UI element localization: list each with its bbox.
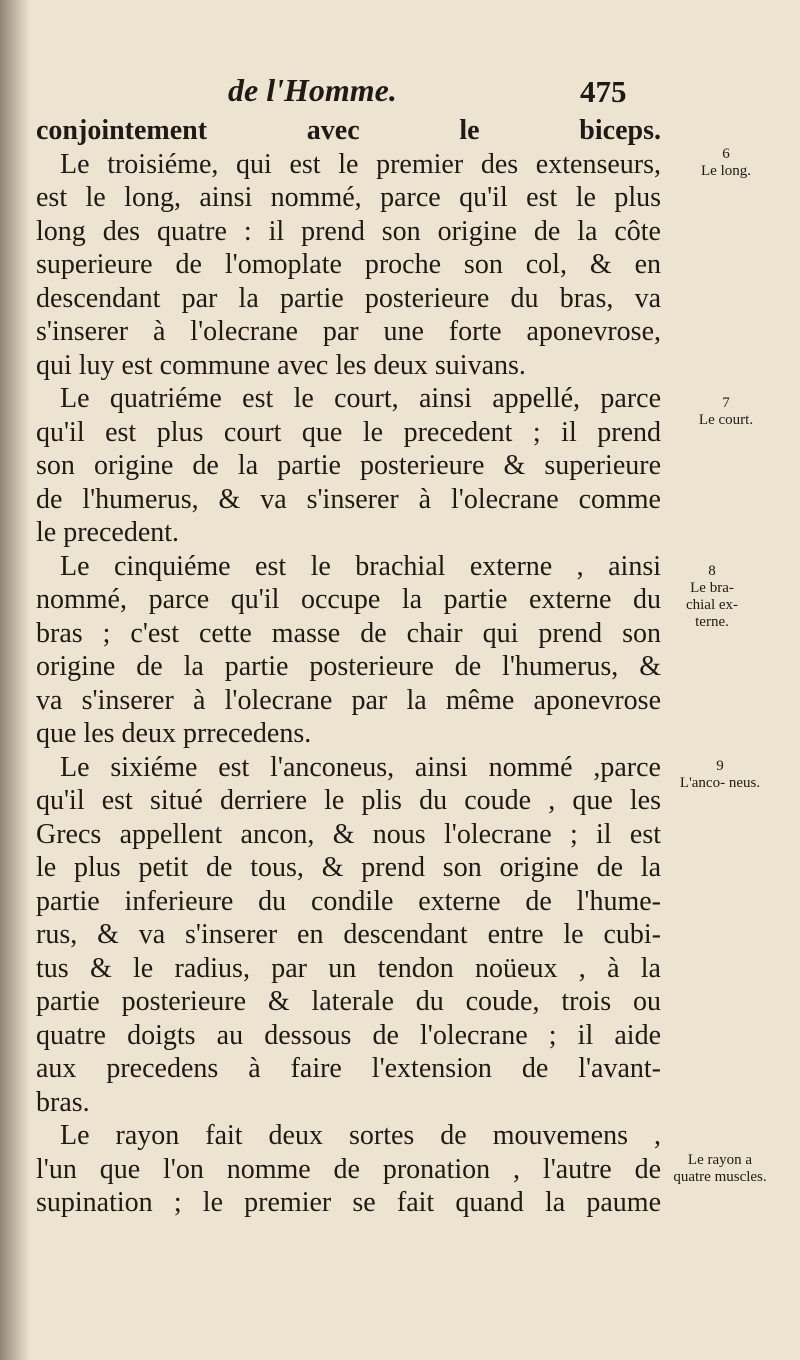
text-line: long des quatre : il prend son origine de la côte: [36, 215, 661, 247]
text-line: supination ; le premier se fait quand la paume: [36, 1187, 661, 1218]
margin-note: [676, 395, 776, 429]
margin-note: [672, 758, 768, 792]
margin-note-number: 8: [708, 563, 716, 579]
text-line: Le cinquiéme est le brachial externe , ainsi: [60, 550, 661, 582]
text-line: tus & le radius, par un tendon noüeux , à la: [36, 952, 661, 984]
text-line: nommé, parce qu'il occupe la partie externe du: [36, 584, 661, 615]
page-number: 475: [580, 74, 627, 109]
text-line: rus, & va s'inserer en descendant entre le cubi-: [36, 919, 661, 950]
text-line: bras.: [36, 1086, 90, 1118]
text-line: superieure de l'omoplate proche son col, & en: [36, 249, 661, 280]
text-line: qui luy est commune avec les deux suivans.: [36, 349, 526, 381]
margin-note-text: Le court.: [698, 412, 754, 428]
text-line: que les deux prrecedens.: [36, 718, 312, 749]
text-line: de l'humerus, & va s'inserer à l'olecrane comme: [36, 483, 661, 515]
text-line: s'inserer à l'olecrane par une forte aponevrose,: [36, 316, 661, 347]
margin-note-number: 9: [716, 758, 724, 774]
margin-note-text: Le rayon a quatre muscles.: [673, 1152, 767, 1185]
margin-note: [672, 1152, 768, 1186]
running-title: de l'Homme.: [228, 72, 397, 108]
margin-notes: [672, 0, 800, 1360]
text-line: Le sixiéme est l'anconeus, ainsi nommé ,parce: [60, 751, 661, 783]
text-line: conjointement avec le biceps.: [36, 115, 661, 146]
text-line: Le rayon fait deux sortes de mouvemens ,: [60, 1120, 661, 1151]
margin-note-number: 6: [722, 146, 730, 162]
margin-note-text: Le long.: [701, 163, 751, 179]
text-line: partie posterieure & laterale du coude, trois ou: [36, 986, 661, 1017]
text-line: le precedent.: [36, 517, 180, 548]
text-line: est le long, ainsi nommé, parce qu'il est le plus: [36, 182, 661, 213]
text-line: Le troisiéme, qui est le premier des extenseurs,: [60, 148, 661, 180]
text-line: qu'il est situé derriere le plis du coude , que les: [36, 785, 661, 816]
text-line: l'un que l'on nomme de pronation , l'autre de: [36, 1153, 661, 1185]
text-line: Le quatriéme est le court, ainsi appellé, parce: [60, 383, 661, 414]
text-line: origine de la partie posterieure de l'humerus, &: [36, 651, 661, 682]
body-text: [36, 114, 661, 1220]
text-line: partie inferieure du condile externe de l'hume-: [36, 885, 661, 917]
margin-note: [676, 563, 748, 631]
text-line: son origine de la partie posterieure & superieure: [36, 450, 661, 481]
margin-note-number: 7: [722, 395, 730, 411]
text-line: qu'il est plus court que le precedent ; il prend: [36, 416, 661, 448]
margin-note-text: L'anco- neus.: [679, 775, 761, 791]
margin-note-text: Le bra- chial ex- terne.: [685, 580, 739, 630]
text-line: aux precedens à faire l'extension de l'avant-: [36, 1053, 661, 1084]
text-line: descendant par la partie posterieure du bras, va: [36, 282, 661, 314]
text-line: bras ; c'est cette masse de chair qui prend son: [36, 617, 661, 649]
margin-note: [676, 146, 776, 180]
text-line: quatre doigts au dessous de l'olecrane ; il aide: [36, 1019, 661, 1051]
text-line: va s'inserer à l'olecrane par la même aponevrose: [36, 684, 661, 716]
text-line: Grecs appellent ancon, & nous l'olecrane ; il est: [36, 818, 661, 850]
page-header: [228, 72, 668, 112]
text-line: le plus petit de tous, & prend son origine de la: [36, 852, 661, 883]
